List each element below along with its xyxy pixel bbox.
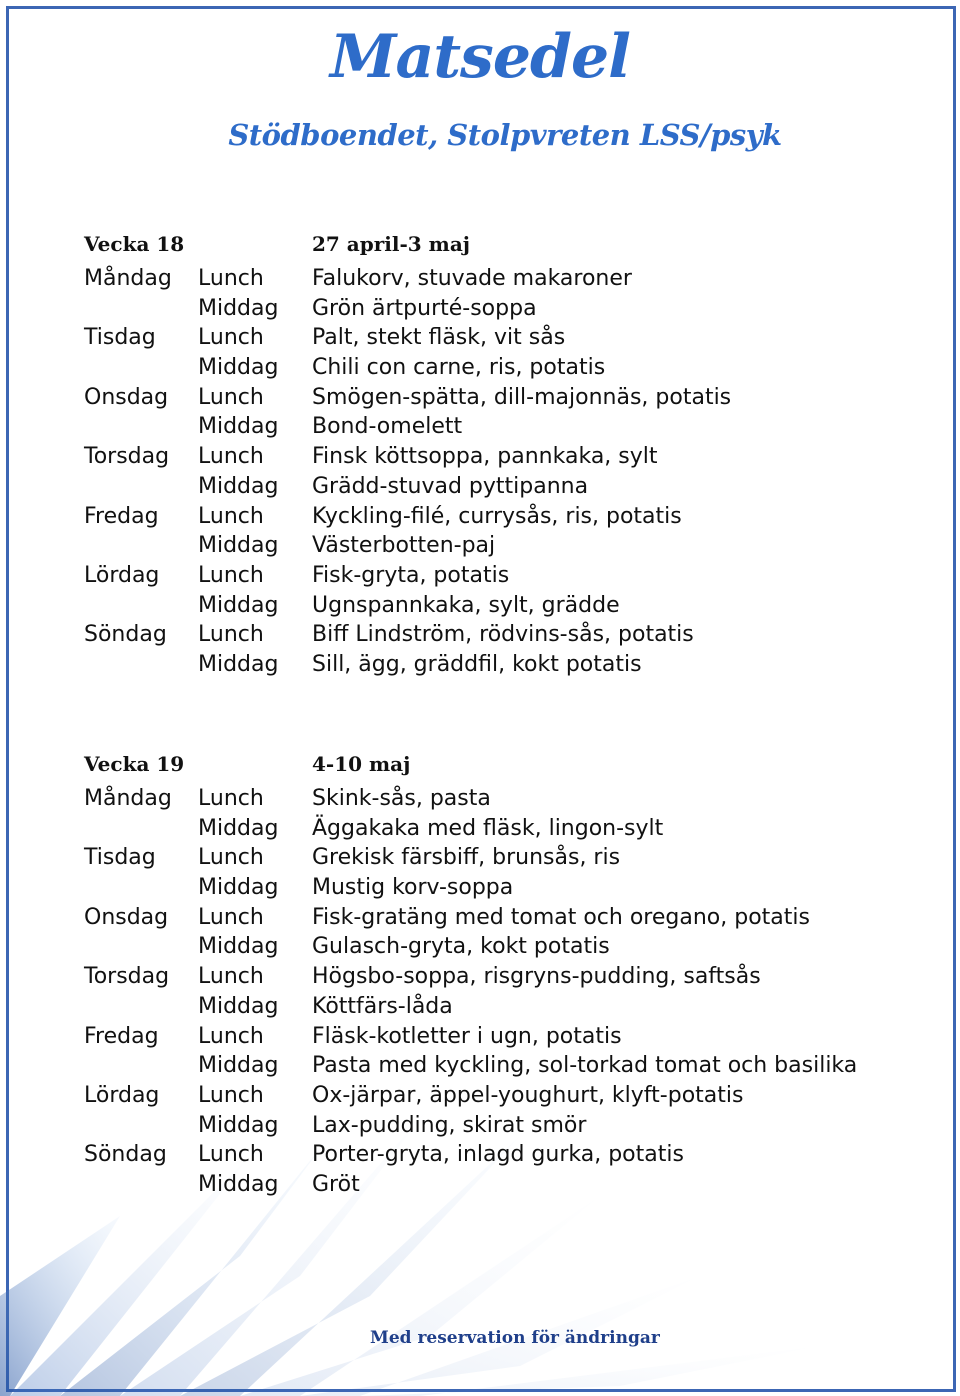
footer-note: Med reservation för ändringar — [370, 1328, 660, 1348]
menu-meal: Middag — [198, 875, 279, 901]
menu-meal: Lunch — [198, 325, 264, 351]
menu-dish: Grädd-stuvad pyttipanna — [312, 473, 589, 499]
menu-row — [84, 385, 934, 415]
menu-day: Lördag — [84, 562, 160, 588]
menu-row — [84, 593, 934, 623]
menu-row — [84, 504, 934, 534]
week-dates: 27 april-3 maj — [312, 232, 471, 256]
menu-meal: Middag — [198, 295, 279, 321]
menu-day: Måndag — [84, 786, 172, 811]
menu-dish: Sill, ägg, gräddfil, kokt potatis — [312, 651, 642, 677]
menu-dish: Mustig korv-soppa — [312, 875, 514, 901]
week-section — [84, 750, 934, 1202]
menu-dish: Fläsk-kotletter i ugn, potatis — [312, 1023, 622, 1049]
menu-row — [84, 414, 934, 444]
menu-dish: Biff Lindström, rödvins-sås, potatis — [312, 622, 694, 648]
menu-row — [84, 934, 934, 964]
menu-dish: Pasta med kyckling, sol-torkad tomat och basilika — [312, 1053, 858, 1079]
menu-meal: Lunch — [198, 904, 264, 930]
menu-day: Tisdag — [84, 845, 156, 871]
menu-day: Torsdag — [84, 444, 170, 470]
menu-dish: Finsk köttsoppa, pannkaka, sylt — [312, 444, 658, 470]
menu-row — [84, 786, 934, 816]
menu-row — [84, 875, 934, 905]
menu-meal: Lunch — [198, 1023, 264, 1049]
menu-dish: Fisk-gratäng med tomat och oregano, potatis — [312, 904, 810, 930]
menu-row — [84, 474, 934, 504]
menu-meal: Lunch — [198, 845, 264, 871]
week-label: Vecka 18 — [84, 232, 185, 256]
menu-dish: Chili con carne, ris, potatis — [312, 355, 606, 381]
menu-rows — [84, 786, 934, 1202]
week-dates: 4-10 maj — [312, 752, 411, 776]
menu-dish: Grön ärtpurté-soppa — [312, 295, 537, 321]
menu-row — [84, 622, 934, 652]
menu-meal: Middag — [198, 592, 279, 618]
menu-meal: Lunch — [198, 622, 264, 648]
page-title: Matsedel — [330, 22, 630, 92]
week-header — [84, 750, 934, 786]
menu-meal: Lunch — [198, 503, 264, 529]
menu-meal: Middag — [198, 934, 279, 960]
menu-day: Torsdag — [84, 964, 170, 990]
menu-dish: Äggakaka med fläsk, lingon-sylt — [312, 815, 664, 841]
menu-meal: Middag — [198, 815, 279, 841]
menu-dish: Fisk-gryta, potatis — [312, 562, 510, 588]
menu-row — [84, 845, 934, 875]
menu-row — [84, 1053, 934, 1083]
menu-dish: Ox-järpar, äppel-youghurt, klyft-potatis — [312, 1082, 744, 1108]
menu-meal: Middag — [198, 1112, 279, 1138]
menu-dish: Grekisk färsbiff, brunsås, ris — [312, 845, 621, 871]
menu-meal: Lunch — [198, 1142, 264, 1168]
week-header — [84, 230, 934, 266]
menu-dish: Gulasch-gryta, kokt potatis — [312, 934, 610, 960]
menu-meal: Middag — [198, 414, 279, 440]
menu-meal: Middag — [198, 1053, 279, 1079]
menu-row — [84, 1172, 934, 1202]
menu-day: Onsdag — [84, 384, 169, 410]
week-label: Vecka 19 — [84, 752, 185, 776]
menu-row — [84, 652, 934, 682]
menu-row — [84, 1142, 934, 1172]
menu-dish: Smögen-spätta, dill-majonnäs, potatis — [312, 384, 732, 410]
menu-rows — [84, 266, 934, 682]
menu-day: Måndag — [84, 266, 172, 291]
menu-meal: Middag — [198, 651, 279, 677]
menu-row — [84, 296, 934, 326]
menu-meal: Lunch — [198, 786, 264, 811]
menu-meal: Lunch — [198, 384, 264, 410]
menu-day: Fredag — [84, 503, 159, 529]
menu-row — [84, 816, 934, 846]
menu-dish: Ugnspannkaka, sylt, grädde — [312, 592, 620, 618]
menu-dish: Palt, stekt fläsk, vit sås — [312, 325, 566, 351]
menu-row — [84, 964, 934, 994]
menu-meal: Middag — [198, 473, 279, 499]
menu-meal: Middag — [198, 355, 279, 381]
menu-row — [84, 1113, 934, 1143]
menu-dish: Kyckling-filé, currysås, ris, potatis — [312, 503, 682, 529]
page-subtitle: Stödboendet, Stolpvreten LSS/psyk — [228, 118, 782, 152]
menu-meal: Lunch — [198, 1082, 264, 1108]
menu-meal: Lunch — [198, 964, 264, 990]
menu-day: Onsdag — [84, 904, 169, 930]
menu-meal: Lunch — [198, 444, 264, 470]
menu-row — [84, 325, 934, 355]
menu-row — [84, 563, 934, 593]
menu-row — [84, 994, 934, 1024]
menu-dish: Högsbo-soppa, risgryns-pudding, saftsås — [312, 964, 761, 990]
week-section — [84, 230, 934, 682]
menu-dish: Västerbotten-paj — [312, 533, 496, 559]
menu-row — [84, 905, 934, 935]
menu-dish: Porter-gryta, inlagd gurka, potatis — [312, 1142, 684, 1168]
menu-row — [84, 444, 934, 474]
menu-row — [84, 533, 934, 563]
menu-meal: Middag — [198, 1171, 279, 1197]
menu-day: Fredag — [84, 1023, 159, 1049]
menu-meal: Middag — [198, 533, 279, 559]
menu-row — [84, 1083, 934, 1113]
menu-row — [84, 266, 934, 296]
menu-dish: Gröt — [312, 1171, 360, 1197]
menu-row — [84, 1024, 934, 1054]
menu-day: Lördag — [84, 1082, 160, 1108]
menu-dish: Bond-omelett — [312, 414, 463, 440]
menu-day: Söndag — [84, 1142, 167, 1168]
menu-day: Tisdag — [84, 325, 156, 351]
menu-day: Söndag — [84, 622, 167, 648]
menu-dish: Skink-sås, pasta — [312, 786, 491, 811]
menu-meal: Middag — [198, 993, 279, 1019]
menu-meal: Lunch — [198, 562, 264, 588]
menu-row — [84, 355, 934, 385]
menu-dish: Lax-pudding, skirat smör — [312, 1112, 587, 1138]
menu-dish: Falukorv, stuvade makaroner — [312, 266, 632, 291]
menu-meal: Lunch — [198, 266, 264, 291]
menu-dish: Köttfärs-låda — [312, 993, 453, 1019]
